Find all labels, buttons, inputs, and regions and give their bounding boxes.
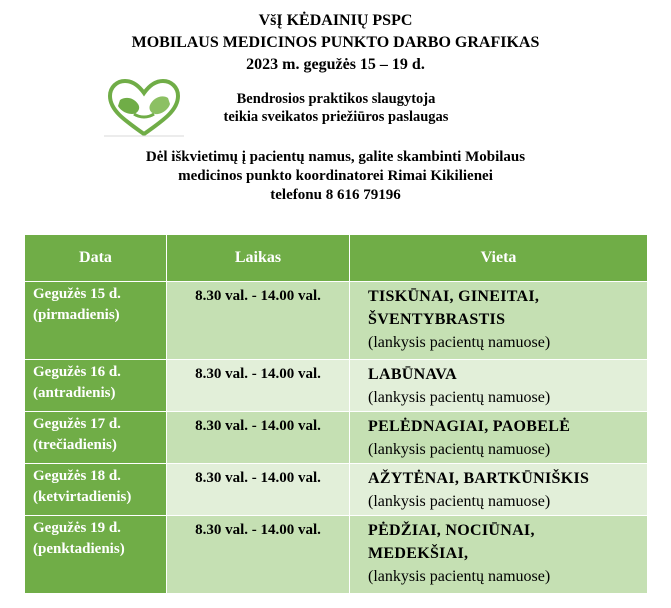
place-name: ŠVENTYBRASTIS bbox=[368, 311, 506, 328]
place-cell bbox=[350, 412, 648, 464]
weekday: (trečiadienis) bbox=[33, 437, 117, 453]
place-cell bbox=[350, 516, 648, 594]
table-header-row bbox=[25, 235, 648, 282]
contact-phone: telefonu 8 616 79196 bbox=[270, 187, 401, 203]
place-name: LABŪNAVA bbox=[368, 366, 457, 383]
table-row bbox=[25, 412, 648, 464]
heart-hands-icon bbox=[104, 78, 184, 138]
place-cell bbox=[350, 360, 648, 412]
table-row bbox=[25, 282, 648, 360]
place-name: AŽYTĖNAI, BARTKŪNIŠKIS bbox=[368, 470, 590, 487]
weekday: (penktadienis) bbox=[33, 541, 125, 557]
date: Gegužės 16 d. bbox=[33, 364, 121, 380]
place-name: TISKŪNAI, GINEITAI, bbox=[368, 288, 540, 305]
place-cell bbox=[350, 464, 648, 516]
visit-note: (lankysis pacientų namuose) bbox=[368, 334, 551, 351]
table-row bbox=[25, 360, 648, 412]
place-cell bbox=[350, 282, 648, 360]
visit-note: (lankysis pacientų namuose) bbox=[368, 389, 551, 406]
service-info bbox=[196, 90, 476, 126]
document-header bbox=[0, 10, 671, 76]
weekday: (pirmadienis) bbox=[33, 307, 120, 323]
place-name: PELĖDNAGIAI, PAOBELĖ bbox=[368, 418, 571, 435]
contact-line-2: medicinos punkto koordinatorei Rimai Kikilienei bbox=[178, 168, 493, 184]
date: Gegužės 19 d. bbox=[33, 520, 121, 536]
document-title: MOBILAUS MEDICINOS PUNKTO DARBO GRAFIKAS bbox=[131, 34, 540, 51]
header-date: Data bbox=[25, 235, 167, 282]
weekday: (antradienis) bbox=[33, 385, 116, 401]
time-cell: 8.30 val. - 14.00 val. bbox=[167, 464, 350, 516]
table-row bbox=[25, 516, 648, 594]
visit-note: (lankysis pacientų namuose) bbox=[368, 493, 551, 510]
table-row bbox=[25, 464, 648, 516]
visit-note: (lankysis pacientų namuose) bbox=[368, 568, 551, 585]
place-name: MEDEKŠIAI, bbox=[368, 545, 469, 562]
schedule-table bbox=[24, 234, 648, 594]
place-name: PĖDŽIAI, NOCIŪNAI, bbox=[368, 522, 535, 539]
date-cell bbox=[25, 412, 167, 464]
service-line-1: Bendrosios praktikos slaugytoja bbox=[236, 91, 436, 107]
service-line-2: teikia sveikatos priežiūros paslaugas bbox=[223, 109, 449, 125]
org-name: VšĮ KĖDAINIŲ PSPC bbox=[258, 12, 413, 29]
header-place: Vieta bbox=[350, 235, 648, 282]
date: Gegužės 15 d. bbox=[33, 286, 121, 302]
date-cell bbox=[25, 282, 167, 360]
visit-note: (lankysis pacientų namuose) bbox=[368, 441, 551, 458]
date: Gegužės 17 d. bbox=[33, 416, 121, 432]
time-cell: 8.30 val. - 14.00 val. bbox=[167, 360, 350, 412]
header-time: Laikas bbox=[167, 235, 350, 282]
time-cell: 8.30 val. - 14.00 val. bbox=[167, 412, 350, 464]
time-cell: 8.30 val. - 14.00 val. bbox=[167, 516, 350, 594]
date-cell bbox=[25, 360, 167, 412]
date: Gegužės 18 d. bbox=[33, 468, 121, 484]
date-cell bbox=[25, 516, 167, 594]
date-range: 2023 m. gegužės 15 – 19 d. bbox=[246, 56, 425, 73]
time-cell: 8.30 val. - 14.00 val. bbox=[167, 282, 350, 360]
contact-line-1: Dėl iškvietimų į pacientų namus, galite skambinti Mobilaus bbox=[145, 149, 526, 165]
weekday: (ketvirtadienis) bbox=[33, 489, 132, 505]
contact-info bbox=[0, 148, 671, 205]
date-cell bbox=[25, 464, 167, 516]
